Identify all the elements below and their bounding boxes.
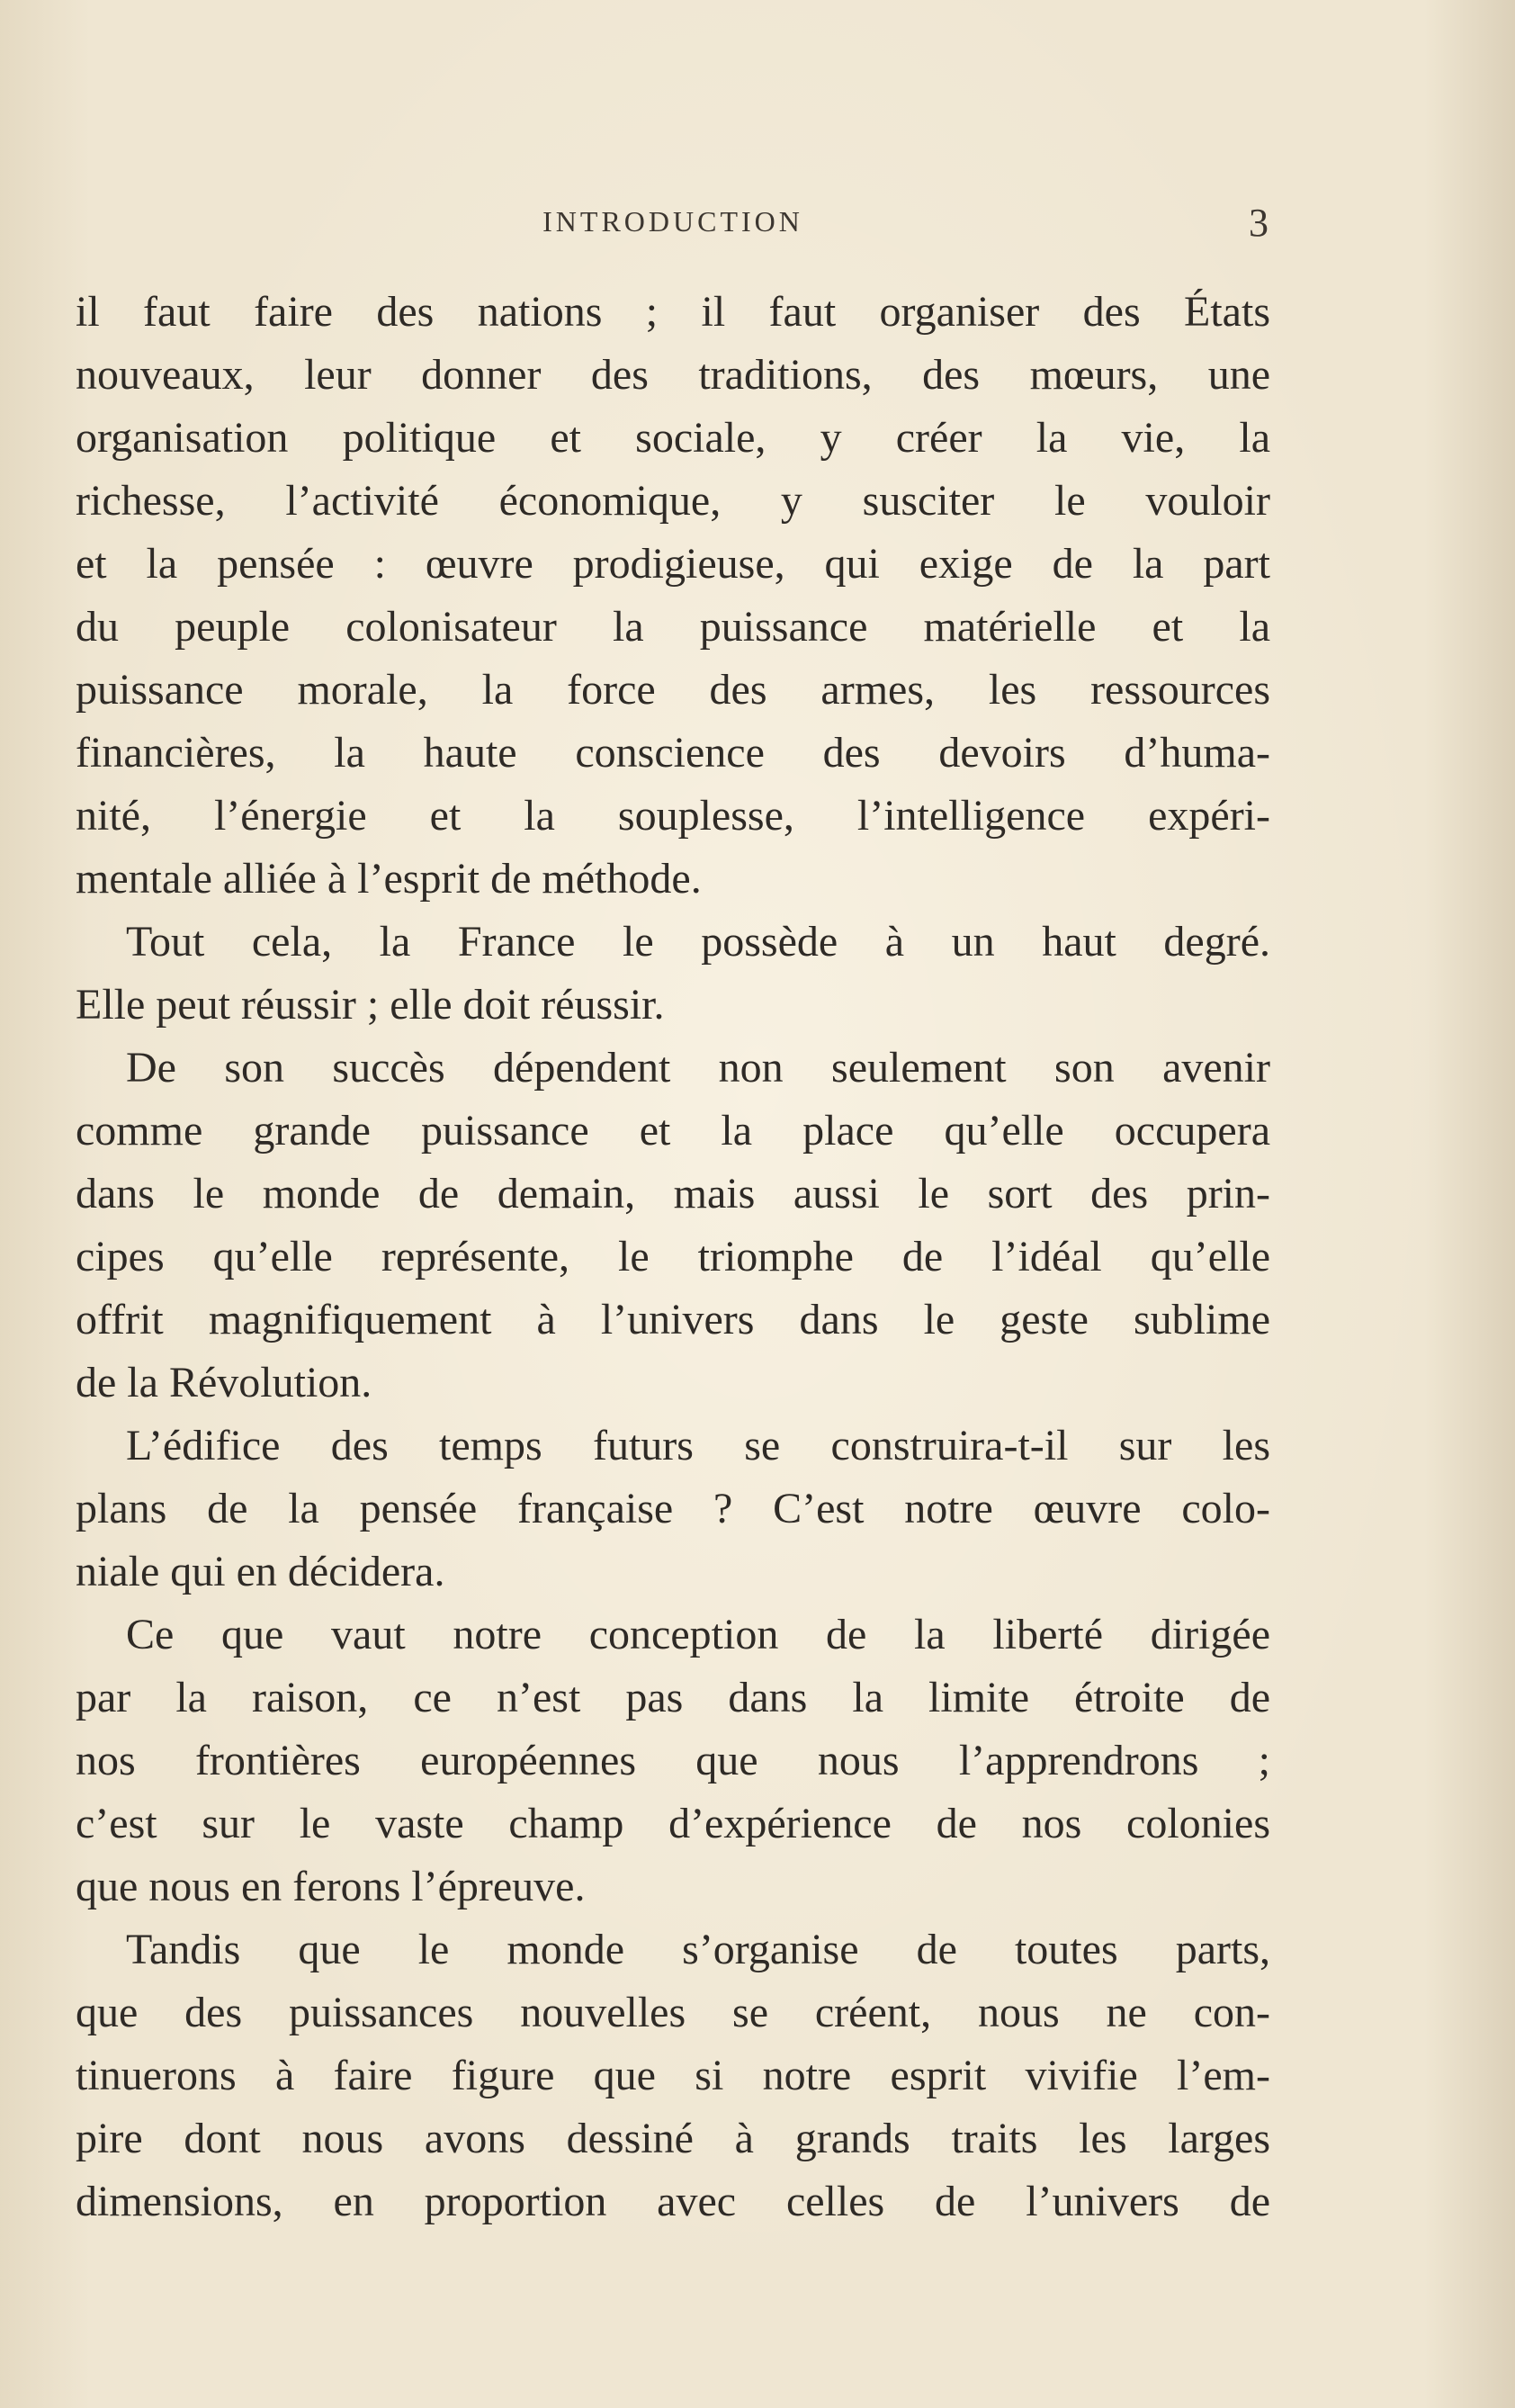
text-line: De son succès dépendent non seulement son avenir xyxy=(126,1044,1270,1092)
text-line: Ce que vaut notre conception de la liberté dirigée xyxy=(126,1611,1270,1658)
text-line: pire dont nous avons dessiné à grands traits les larges xyxy=(76,2115,1270,2162)
text-line: c’est sur le vaste champ d’expérience de nos colonies xyxy=(76,1800,1270,1847)
text-line: du peuple colonisateur la puissance matérielle et la xyxy=(76,603,1270,651)
text-line: financières, la haute conscience des devoirs d’huma- xyxy=(76,729,1270,777)
text-line: que des puissances nouvelles se créent, nous ne con- xyxy=(76,1989,1270,2036)
text-line: plans de la pensée française ? C’est notre œuvre colo- xyxy=(76,1485,1270,1532)
text-line: comme grande puissance et la place qu’elle occupera xyxy=(76,1107,1270,1155)
page-number: 3 xyxy=(1249,201,1268,245)
text-line: de la Révolution. xyxy=(76,1359,372,1406)
text-line: nité, l’énergie et la souplesse, l’intelligence expéri- xyxy=(76,792,1270,840)
text-line: dans le monde de demain, mais aussi le sort des prin- xyxy=(76,1170,1270,1217)
text-line: cipes qu’elle représente, le triomphe de l’idéal qu’elle xyxy=(76,1233,1270,1280)
text-line: Tandis que le monde s’organise de toutes parts, xyxy=(126,1926,1270,1973)
text-line: L’édifice des temps futurs se construira-t-il sur les xyxy=(126,1422,1270,1469)
text-line: organisation politique et sociale, y créer la vie, la xyxy=(76,414,1270,462)
text-line: puissance morale, la force des armes, les ressources xyxy=(76,666,1270,714)
body-text xyxy=(76,281,1270,2233)
text-line: tinuerons à faire figure que si notre esprit vivifie l’em- xyxy=(76,2052,1270,2099)
text-line: par la raison, ce n’est pas dans la limite étroite de xyxy=(76,1674,1270,1721)
text-line: nos frontières européennes que nous l’apprendrons ; xyxy=(76,1737,1270,1784)
text-line: dimensions, en proportion avec celles de l’univers de xyxy=(76,2178,1270,2225)
running-head xyxy=(76,200,1270,245)
text-line: niale qui en décidera. xyxy=(76,1548,445,1595)
text-line: Elle peut réussir ; elle doit réussir. xyxy=(76,981,665,1029)
text-line: il faut faire des nations ; il faut organiser des États xyxy=(76,288,1270,336)
text-line: richesse, l’activité économique, y susciter le vouloir xyxy=(76,477,1270,525)
text-line: et la pensée : œuvre prodigieuse, qui exige de la part xyxy=(76,540,1270,588)
running-title: INTRODUCTION xyxy=(542,205,803,238)
text-line: mentale alliée à l’esprit de méthode. xyxy=(76,855,702,903)
text-line: nouveaux, leur donner des traditions, des mœurs, une xyxy=(76,351,1270,399)
text-line: que nous en ferons l’épreuve. xyxy=(76,1863,586,1910)
text-line: offrit magnifiquement à l’univers dans le geste sublime xyxy=(76,1296,1270,1343)
text-line: Tout cela, la France le possède à un haut degré. xyxy=(126,918,1270,966)
